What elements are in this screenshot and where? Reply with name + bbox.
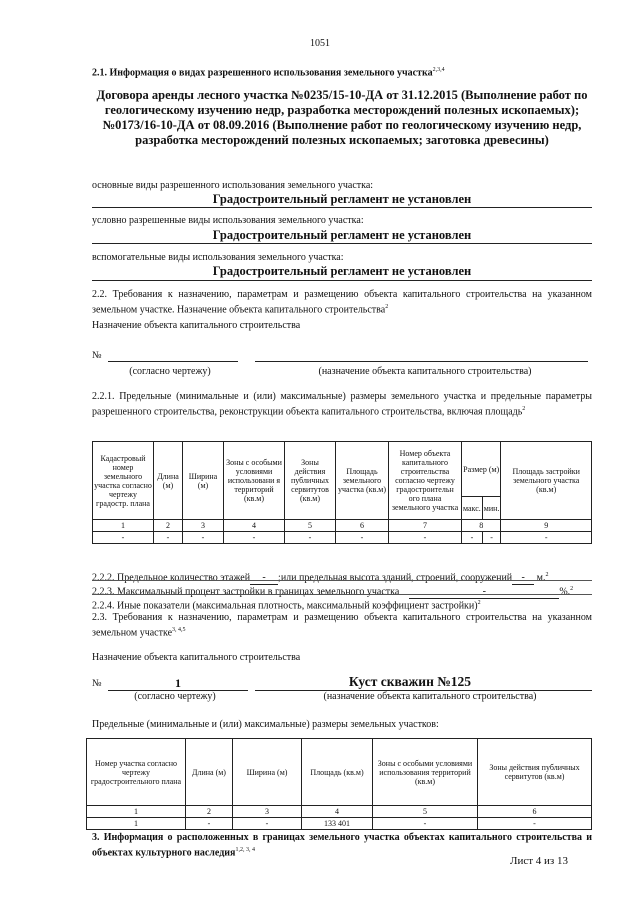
caption-drawing: (согласно чертежу) (129, 366, 211, 377)
table-cell: - (93, 532, 154, 544)
table-row (93, 532, 592, 544)
table-cell: 1 (93, 520, 154, 532)
table-header-cell: Номер участка согласно чертежу градостроительного плана (87, 739, 186, 806)
auxiliary-use-value: Градостроительный регламент не установлен (212, 264, 472, 278)
table-header-cell: Кадастровый номер земельного участка согласно чертежу градостр. плана (93, 442, 154, 520)
object-name-value: Куст скважин №125 (348, 674, 472, 689)
number-label: № (92, 350, 102, 361)
table-cell: 5 (373, 806, 478, 818)
table-cell: - (224, 532, 285, 544)
table-cell: - (336, 532, 389, 544)
table-cell: 3 (183, 520, 224, 532)
table-cell: - (183, 532, 224, 544)
table-cell: - (373, 818, 478, 830)
table-header-cell: Площадь (кв.м) (302, 739, 373, 806)
main-use-label: основные виды разрешенного использования земельного участка: (92, 180, 374, 191)
purpose-field (255, 361, 588, 362)
section-2-2-4 (92, 597, 602, 612)
coverage-value: - (409, 586, 559, 599)
section-2-2-1-text: 2.2.1. Предельные (минимальные и (или) максимальные) размеры земельного участка и предельные параметры разрешенного строительства, реконструкции объекта капитального строительства, включая площадь (92, 391, 592, 418)
table-header-cell: Зоны действия публичных сервитутов (кв.м) (478, 739, 592, 806)
caption-drawing-2: (согласно чертежу) (134, 691, 216, 702)
height-unit: м. (536, 572, 546, 584)
table-cell: 4 (224, 520, 285, 532)
section-2-1-heading (92, 64, 592, 79)
divider (92, 207, 592, 208)
table-header-cell: Номер объекта капитального строительства согласно чертежу градостроительн ого плана земельного участка (389, 442, 462, 520)
contract-title: Договора аренды лесного участка №0235/15-10-ДА от 31.12.2015 (Выполнение работ по геологическому изучению недр, разработка месторождений полезных ископаемых); №0173/16-10-ДА от 08.09.2016 (Выполнение работ по геологическому изучению недр, разработка месторождений полезных ископаемых; заготовка древесины) (96, 88, 588, 147)
table-cell: 8 (462, 520, 501, 532)
section-3-footnote: 1,2, 3, 4 (235, 847, 255, 853)
section-2-2-text: 2.2. Требования к назначению, параметрам и размещению объекта капитального строительства на указанном земельном участке. Назначение объекта капитального строительства (92, 289, 592, 316)
table-header-cell: Зоны действия публичных сервитутов (кв.м) (285, 442, 336, 520)
table-cell: - (154, 532, 183, 544)
table-header-cell: Длина (м) (186, 739, 233, 806)
table-header-cell: Зоны с особыми условиями использования территорий (кв.м) (373, 739, 478, 806)
table-header-cell: Ширина (м) (183, 442, 224, 520)
height-label: ;или предельная высота зданий, строений, сооружений (278, 572, 513, 584)
table-cell: 1 (87, 818, 186, 830)
floors-value: - (250, 572, 278, 585)
section-2-2-heading (92, 289, 592, 316)
section-2-2-3-footnote: 2 (570, 586, 574, 592)
table-header-cell: Площадь земельного участка (кв.м) (336, 442, 389, 520)
other-indicators-label: 2.2.4. Иные показатели (максимальная плотность, максимальный коэффициент застройки) (92, 600, 478, 612)
divider (92, 594, 592, 595)
section-3-text: 3. Информация о расположенных в границах земельного участка объектах капитального строительства и объектах культурного наследия (92, 832, 592, 859)
parameters-table (92, 441, 592, 544)
section-2-2-2-footnote: 2 (545, 572, 549, 578)
conditional-use-value: Градостроительный регламент не установлен (212, 228, 472, 242)
table-header-row (93, 442, 592, 497)
table-cell: - (462, 532, 483, 544)
main-use-value: Градостроительный регламент не установлен (212, 192, 472, 206)
number-value: 1 (175, 676, 181, 690)
sheet-counter: Лист 4 из 13 (510, 855, 569, 867)
table-subheader-max: макс. (462, 497, 483, 520)
section-2-3-footnote: 3, 4,5 (172, 627, 186, 633)
section-2-1-title: 2.1. Информация о видах разрешенного использования земельного участка (92, 67, 433, 79)
conditional-use-label: условно разрешенные виды использования земельного участка: (92, 215, 364, 226)
table-header-cell: Площадь застройки земельного участка (кв.м) (501, 442, 592, 520)
divider (92, 243, 592, 244)
table-cell: 7 (389, 520, 462, 532)
section-2-2-1-footnote: 2 (522, 406, 526, 412)
sizes-text: Предельные (минимальные и (или) максимальные) размеры земельных участков: (92, 719, 439, 730)
table-cell: - (501, 532, 592, 544)
table-cell: 133 401 (302, 818, 373, 830)
caption-purpose-2: (назначение объекта капитального строительства) (323, 691, 537, 702)
height-value: - (512, 572, 534, 585)
table-header-cell: Ширина (м) (233, 739, 302, 806)
floors-label: 2.2.2. Предельное количество этажей (92, 572, 251, 584)
auxiliary-use-label: вспомогательные виды использования земельного участка: (92, 252, 344, 263)
section-2-1-footnote: 2,3,4 (432, 67, 445, 73)
section-2-3-heading (92, 612, 592, 639)
table-cell: - (285, 532, 336, 544)
caption-purpose: (назначение объекта капитального строительства) (318, 366, 532, 377)
section-2-2-4-footnote: 2 (477, 600, 481, 606)
land-plot-table (86, 738, 592, 830)
table-cell: - (186, 818, 233, 830)
coverage-unit: %. (559, 586, 571, 598)
divider (92, 580, 592, 581)
table-number-row (87, 806, 592, 818)
table-cell: - (482, 532, 501, 544)
section-2-2-footnote: 2 (385, 304, 389, 310)
table-cell: 6 (336, 520, 389, 532)
table-cell: - (389, 532, 462, 544)
section-2-3-text: 2.3. Требования к назначению, параметрам и размещению объекта капитального строительства на указанном земельном участке (92, 612, 592, 639)
table-header-cell: Длина (м) (154, 442, 183, 520)
table-cell: 1 (87, 806, 186, 818)
table-cell: 2 (186, 806, 233, 818)
coverage-label: 2.2.3. Максимальный процент застройки в границах земельного участка (92, 586, 400, 598)
table-cell: 6 (478, 806, 592, 818)
page-number: 1051 (310, 38, 330, 49)
table-cell: 4 (302, 806, 373, 818)
table-number-row (93, 520, 592, 532)
table-subheader-min: мин. (482, 497, 501, 520)
number-label-2: № (92, 678, 102, 689)
number-field (108, 361, 238, 362)
table-cell: - (478, 818, 592, 830)
table-header-cell: Зоны с особыми условиями использовани я территорий (кв.м) (224, 442, 285, 520)
table-header-row (87, 739, 592, 806)
section-2-2-1 (92, 391, 592, 418)
table-header-cell: Размер (м) (462, 442, 501, 497)
table-row (87, 818, 592, 830)
table-cell: 9 (501, 520, 592, 532)
table-cell: - (233, 818, 302, 830)
table-cell: 3 (233, 806, 302, 818)
table-cell: 2 (154, 520, 183, 532)
purpose-label-2: Назначение объекта капитального строительства (92, 652, 301, 663)
table-cell: 5 (285, 520, 336, 532)
purpose-label: Назначение объекта капитального строительства (92, 320, 301, 331)
divider (92, 280, 592, 281)
